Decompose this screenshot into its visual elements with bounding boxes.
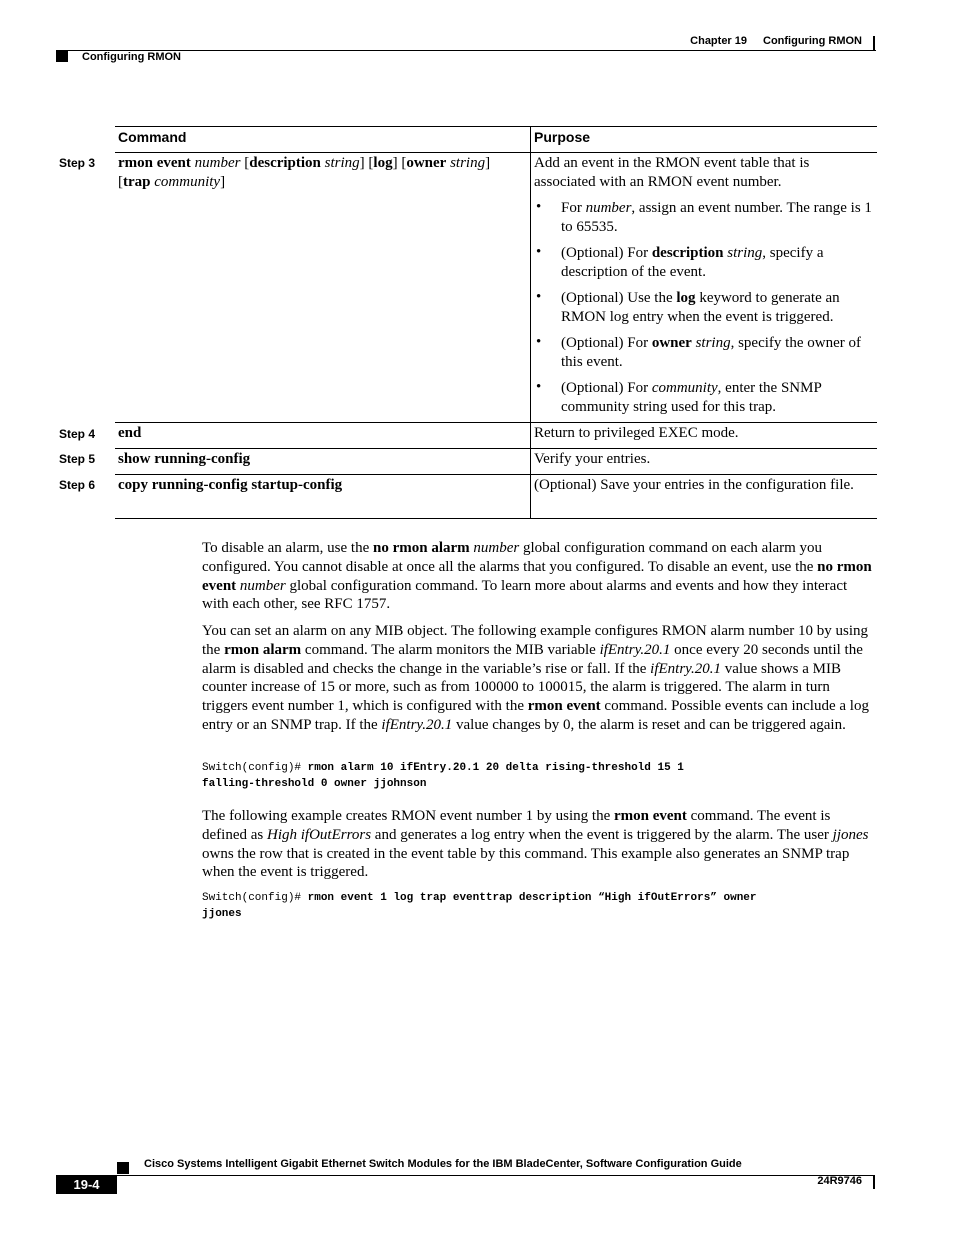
purpose-bullet: For number, assign an event number. The range is 1 to 65535. bbox=[561, 200, 872, 235]
purpose-cell: Add an event in the RMON event table that is associated with an RMON event number. bbox=[534, 155, 810, 190]
code-example-alarm bbox=[202, 761, 684, 792]
chapter-number: Chapter 19 bbox=[690, 35, 748, 47]
footer-book-title: Cisco Systems Intelligent Gigabit Ethernet Switch Modules for the IBM BladeCenter, Software Configuration Guide bbox=[144, 1158, 742, 1170]
step-label: Step 6 bbox=[59, 478, 96, 492]
paragraph-alarm-example: You can set an alarm on any MIB object. The following example configures RMON alarm number 10 by using the rmon alarm command. The alarm monitors the MIB variable ifEntry.20.1 once every 20 seconds until the alarm is disabled and checks the change in the variable’s rise or fall. If the ifEntry.20.1 value shows a MIB counter increase of 15 or more, such as from 100000 to 100015, the alarm is triggered. The alarm in turn triggers event number 1, which is configured with the rmon event command. Possible events can include a log entry or an SNMP trap. If the ifEntry.20.1 value changes by 0, the alarm is reset and can be triggered again. bbox=[202, 623, 869, 733]
chapter-title: Configuring RMON bbox=[763, 35, 862, 47]
bullet-glyph: • bbox=[536, 244, 542, 260]
command-cell: copy running-config startup-config bbox=[118, 477, 343, 493]
command-table bbox=[115, 126, 877, 520]
table-row-rule bbox=[115, 422, 877, 423]
table-header-rule bbox=[115, 152, 877, 153]
code-prompt: Switch(config)# bbox=[202, 892, 308, 904]
step-label: Step 3 bbox=[59, 156, 96, 170]
bullet-glyph: • bbox=[536, 289, 542, 305]
purpose-cell: (Optional) Save your entries in the configuration file. bbox=[534, 477, 854, 493]
footer-marker bbox=[117, 1162, 129, 1174]
code-prompt: Switch(config)# bbox=[202, 762, 308, 774]
bullet-glyph: • bbox=[536, 199, 542, 215]
paragraph-disable-alarm: To disable an alarm, use the no rmon alarm number global configuration command on each alarm you configured. You cannot disable at once all the alarms that you configured. To disable an event, use the no rmon event number global configuration command. To learn more about alarms and events and how they interact with each other, see RFC 1757. bbox=[202, 540, 872, 613]
step-label: Step 4 bbox=[59, 427, 96, 441]
running-header-section: Configuring RMON bbox=[82, 51, 181, 63]
command-cell: end bbox=[118, 425, 142, 441]
code-command: falling-threshold 0 owner jjohnson bbox=[202, 777, 427, 790]
column-header-command: Command bbox=[118, 129, 187, 145]
purpose-bullet: (Optional) For community, enter the SNMP community string used for this trap. bbox=[561, 380, 822, 415]
table-row-rule bbox=[115, 448, 877, 449]
code-example-event bbox=[202, 891, 757, 922]
purpose-bullet: (Optional) For description string, specify a description of the event. bbox=[561, 245, 824, 280]
step-label: Step 5 bbox=[59, 452, 96, 466]
header-bar bbox=[873, 36, 875, 50]
purpose-bullet: (Optional) Use the log keyword to generate an RMON log entry when the event is triggered. bbox=[561, 290, 840, 325]
bullet-glyph: • bbox=[536, 379, 542, 395]
bullet-glyph: • bbox=[536, 334, 542, 350]
page-number: 19-4 bbox=[56, 1175, 117, 1194]
document-number: 24R9746 bbox=[817, 1175, 862, 1187]
paragraph-event-example: The following example creates RMON event number 1 by using the rmon event command. The event is defined as High ifOutErrors and generates a log entry when the event is triggered by the alarm. The user jjones owns the row that is created in the event table by this command. This example also generates an SNMP trap when the event is triggered. bbox=[202, 808, 869, 881]
purpose-cell: Verify your entries. bbox=[534, 451, 651, 467]
header-marker bbox=[56, 50, 68, 62]
purpose-bullet: (Optional) For owner string, specify the owner of this event. bbox=[561, 335, 861, 370]
footer-bar bbox=[873, 1175, 875, 1189]
table-top-rule bbox=[115, 126, 877, 127]
table-row-rule bbox=[115, 474, 877, 475]
command-cell: show running-config bbox=[118, 451, 251, 467]
column-header-purpose: Purpose bbox=[534, 129, 591, 145]
footer-rule bbox=[117, 1175, 875, 1176]
running-header-chapter bbox=[690, 35, 862, 47]
table-bottom-rule bbox=[115, 518, 877, 519]
command-cell: rmon event number [description string] [log] [owner string] [trap community] bbox=[118, 155, 491, 190]
code-command: jjones bbox=[202, 907, 242, 920]
table-column-divider bbox=[530, 126, 531, 519]
purpose-cell: Return to privileged EXEC mode. bbox=[534, 425, 739, 441]
code-command: rmon alarm 10 ifEntry.20.1 20 delta rising-threshold 15 1 bbox=[307, 762, 684, 774]
code-command: rmon event 1 log trap eventtrap description “High ifOutErrors” owner bbox=[307, 892, 757, 904]
